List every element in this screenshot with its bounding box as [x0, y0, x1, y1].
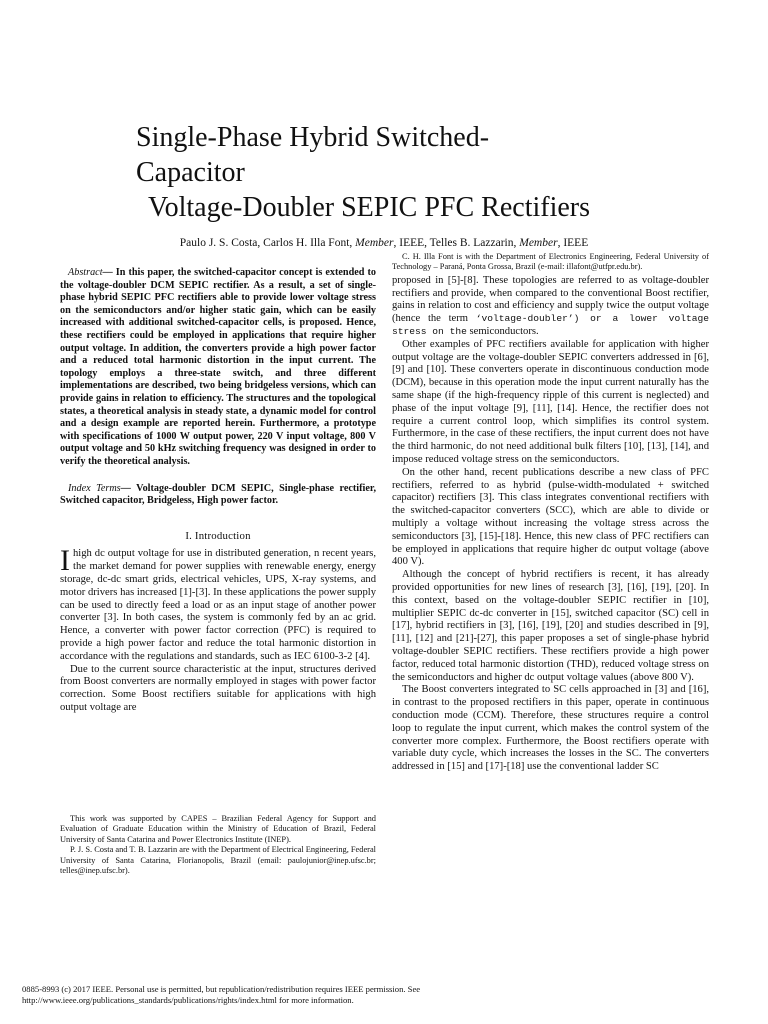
- index-terms-body: — Voltage-doubler DCM SEPIC, Single-phase rectifier, Switched capacitor, Bridgeless, High power factor.: [60, 482, 376, 507]
- first-page-footnotes: [60, 814, 376, 876]
- paper-title: [136, 120, 696, 225]
- abstract-body: — In this paper, the switched-capacitor concept is extended to the voltage-doubler DCM SEPIC rectifier. As a result, a set of single-phase hybrid SEPIC PFC rectifiers able to provide lower voltage stress on the semiconductors and/or higher static gain, which can be easily increased with additional switched-capacitor cells, is proposed. Hence, these rectifiers could be employed in applications that require higher output voltage. In addition, the converters provide a high power factor and a reduced total harmonic distortion in the input current. The topology employs a three-state switch, and three different implementations are described, two being bridgeless versions, which can provide gains in relation to efficiency. The structures and the topological states, a theoretical analysis in steady state, a dynamic model for control and a design example are reported herein. Furthermore, a prototype with specifications of 1000 W output power, 220 V input voltage, 800 V output voltage and 50 kHz switching frequency was designed in order to verify the theoretical analysis.: [60, 267, 376, 467]
- authors-part-3: , IEEE: [557, 237, 589, 249]
- intro-p1-text: high dc output voltage for use in distributed generation, n recent years, the market demand for power supplies with renewable energy, energy storage, dc-dc smart grids, electrical vehicles, UPS, X-ray systems, and motor drivers has increased [1]-[3]. In these applications the power supply can be used to directly feed a load or as an input stage of another power converter [3]. In both cases, the system is commonly fed by an ac grid. Hence, a converter with power factor correction (PFC) is required to provide a high power factor and reduce the total harmonic distortion in accordance with the regulations and standards, such as IEC 6100-3-2 [4].: [60, 548, 376, 662]
- right-paragraph-2: Other examples of PFC rectifiers available for application with higher output voltage are the voltage-doubler SEPIC converters addressed in [6], [9] and [10]. These converters operate in discontinuous conduction mode (DCM), because in this operation mode the input current naturally has the same shape (if the high-frequency ripple of this current is neglected) and phase of the input voltage [9], [11], [14]. Hence, the rectifier does not require a current control loop, which simplifies its control system. Furthermore, in the case of these rectifiers, the input current does not have the third harmonic, do not need additional bulk filters [10], [13], [14], and impose reduced voltage stress on the semiconductors.: [392, 338, 709, 465]
- abstract: [60, 267, 376, 469]
- affiliation-footnote: P. J. S. Costa and T. B. Lazzarin are with the Department of Electrical Engineering, Federal University of Santa Catarina, Florianopolis, Brazil (email: paulojunior@inep.ufsc.br; telles@inep.ufsc.br).: [60, 845, 376, 876]
- member-grade-1: Member: [355, 237, 394, 249]
- right-paragraph-1: [392, 275, 709, 339]
- affiliation-note: C. H. Illa Font is with the Department of Electronics Engineering, Federal University of Technology – Paraná, Ponta Grossa, Brazil (e-mail: illafont@utfpr.edu.br).: [392, 252, 709, 272]
- right-p1-text-b: semiconductors.: [466, 326, 539, 337]
- intro-paragraph-1: [60, 544, 376, 663]
- index-terms: [60, 483, 376, 508]
- left-column: [60, 267, 376, 715]
- right-column: [392, 252, 709, 774]
- copyright-notice: [22, 984, 752, 1005]
- right-paragraph-3: On the other hand, recent publications describe a new class of PFC rectifiers, referred to as hybrid (pulse-width-modulated + switched capacitor) rectifiers [3]. This class integrates conventional rectifiers with the switched-capacitor converters (SCC), which are able to divide or multiply a voltage without increasing the voltage stress across the semiconductors [3], [15]-[18]. Hence, this new class of PFC rectifiers can be employed in applications that require higher dc output voltage (above 400 V).: [392, 466, 709, 568]
- title-line-2: Capacitor: [136, 157, 245, 188]
- copyright-line-2: http://www.ieee.org/publications_standards/publications/rights/index.html for more information.: [22, 994, 354, 1005]
- right-p1-text-a: proposed in [5]-[8]. These topologies are referred to as voltage-doubler rectifiers and provide, when compared to the conventional Boost rectifier, gains in relation to cost and efficiency and supply twice the output voltage (hence the term: [392, 274, 709, 325]
- right-paragraph-4: Although the concept of hybrid rectifiers is recent, it has already provided opportunities for new lines of research [3], [16], [19], [20]. In this context, based on the voltage-doubler SEPIC rectifier in [10], multiplier SEPIC dc-dc converter in [15], switched capacitor (SC) cell in [17], hybrid rectifiers in [3], [16], [19], [20] and studies described in [9], [11], [12] and [21]-[27], this paper proposes a set of single-phase hybrid voltage-doubler SEPIC rectifiers. These rectifiers provide a high power factor, reduced total harmonic distortion (THD), reduced voltage stress on the semiconductors and higher dc output voltage values (above 800 V).: [392, 569, 709, 683]
- right-paragraph-5: The Boost converters integrated to SC cells approached in [3] and [16], in contrast to the proposed rectifiers in this paper, operate in continuous conduction mode (CCM). Therefore, these structures require a control loop to regulate the input current, which makes the control system of the converter more complex. Furthermore, the Boost rectifiers operate with variable duty cycle, which increases the losses in the SC. The converters addressed in [15] and [17]-[18] use the conventional ladder SC: [392, 684, 709, 773]
- title-line-1: Single-Phase Hybrid Switched-: [136, 122, 490, 153]
- section-heading: I. Introduction: [185, 529, 251, 542]
- title-line-3: Voltage-Doubler SEPIC PFC Rectifiers: [148, 192, 591, 223]
- drop-cap: I: [60, 544, 70, 578]
- authors-part-1: Paulo J. S. Costa, Carlos H. Illa Font,: [179, 237, 356, 249]
- intro-paragraph-2: Due to the current source characteristic at the input, structures derived from Boost converters are normally employed in stages with power factor correction. Some Boost rectifiers suitable for applications with high output voltage are: [60, 663, 376, 714]
- author-list: [0, 236, 768, 250]
- abstract-label: Abstract: [68, 267, 103, 278]
- index-terms-label: Index Terms: [68, 482, 121, 494]
- right-p1-mono: ‘voltage-doubler’) or a lower voltage stress on the: [392, 313, 709, 337]
- member-grade-2: Member: [519, 237, 558, 249]
- copyright-line-1: 0885-8993 (c) 2017 IEEE. Personal use is permitted, but republication/redistribution requires IEEE permission. See: [22, 984, 421, 994]
- funding-footnote: This work was supported by CAPES – Brazilian Federal Agency for Support and Evaluation of Graduate Education within the Ministry of Education of Brazil, Federal University of Santa Catarina and Power Electronics Institute (INEP).: [60, 814, 376, 844]
- authors-part-2: , IEEE, Telles B. Lazzarin,: [393, 237, 520, 249]
